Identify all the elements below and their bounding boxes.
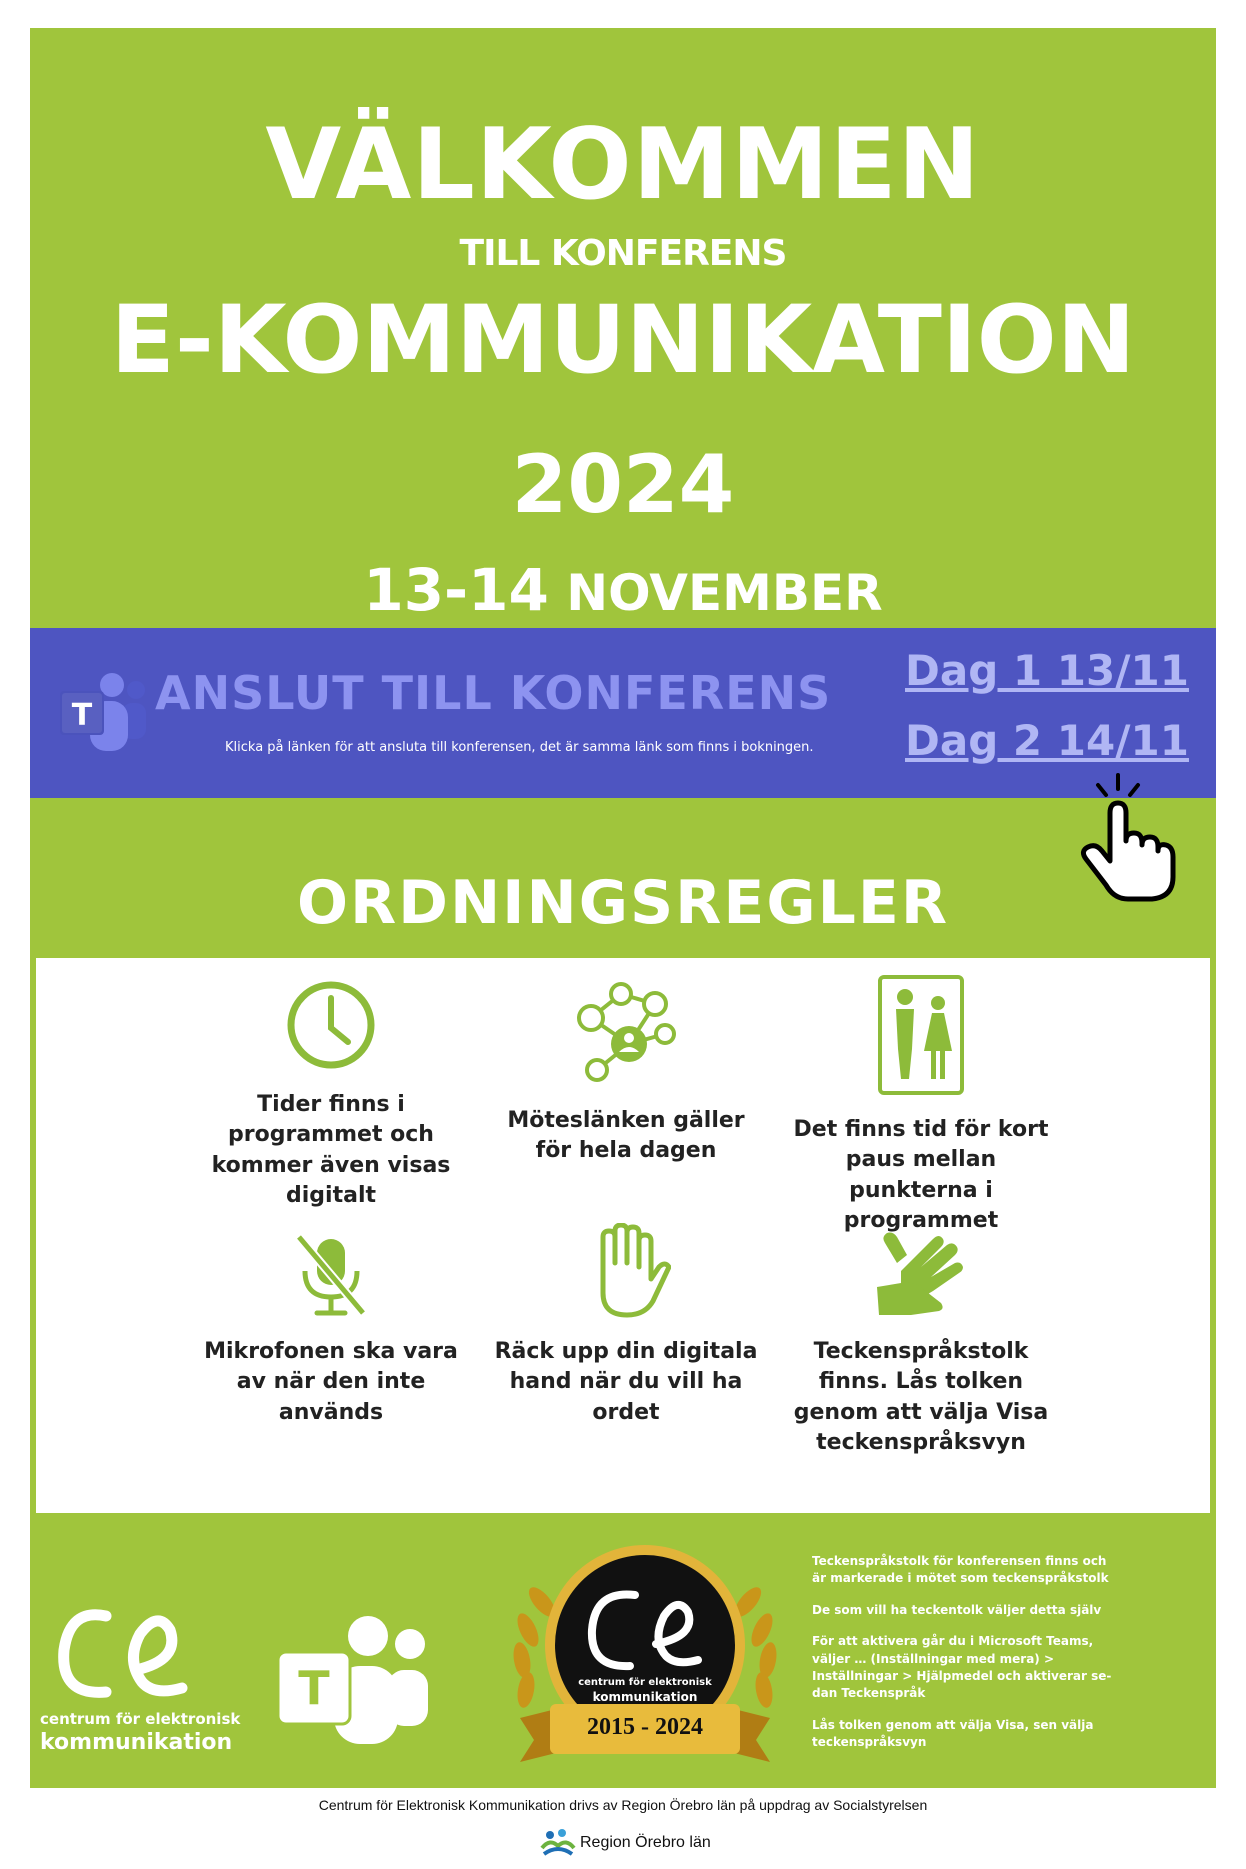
info-line: Teckenspråkstolk för konferensen finns och är markerade i mötet som teckenspråkstolk: [812, 1554, 1109, 1586]
region-people-icon: [540, 1828, 576, 1858]
raised-hand-icon: [581, 1223, 671, 1319]
svg-text:T: T: [71, 698, 93, 733]
brand-line-2: kommunikation: [40, 1730, 233, 1755]
date-range: 13-14: [363, 556, 549, 624]
rule-times: [191, 978, 471, 1211]
rules-panel: [36, 958, 1210, 1513]
funding-note: Centrum för Elektronisk Kommunikation drivs av Region Örebro län på uppdrag av Socialstyrelsen: [318, 1797, 928, 1813]
rule-text: Räck upp din digitala hand när du vill ha ordet: [494, 1339, 758, 1425]
rule-meeting-link: [486, 978, 766, 1167]
badge-years: 2015 - 2024: [587, 1714, 703, 1740]
join-conference-heading: ANSLUT TILL KONFERENS: [155, 666, 832, 720]
rule-text: Möteslänken gäller för hela dagen: [507, 1108, 745, 1164]
info-line: De som vill ha teckentolk väljer detta själv: [812, 1602, 1102, 1617]
rules-title: ORDNINGSREGLER: [296, 868, 950, 938]
info-line: Lås tolken genom att välja Visa, sen välja teckenspråksvyn: [812, 1717, 1094, 1750]
teams-icon-large: [270, 1608, 435, 1748]
date-month: NOVEMBER: [566, 564, 883, 622]
laurel-badge-graphic: [500, 1540, 790, 1790]
restroom-icon: [876, 973, 966, 1097]
join-hint: Klicka på länken för att ansluta till konferensen, det är samma länk som finns i bokningen.: [225, 740, 814, 755]
network-icon: [571, 978, 681, 1088]
badge-label-1: centrum för elektronisk: [578, 1677, 712, 1688]
welcome-heading: VÄLKOMMEN: [265, 108, 981, 222]
microphone-muted-icon: [291, 1233, 371, 1319]
rule-text: Teckenspråkstolk finns. Lås tolken genom att välja Visa teckenspråksvyn: [793, 1339, 1049, 1456]
conference-title: E-KOMMUNIKATION: [110, 286, 1136, 395]
brand-line-1: centrum för elektronisk: [40, 1710, 241, 1728]
day1-link[interactable]: Dag 1 13/11: [905, 646, 1189, 695]
info-line: För att aktivera går du i Microsoft Teams, väljer … (Inställningar med mera) > Inställningar > Hjälpmedel och aktiverar se-dan Teckenspråk: [812, 1634, 1112, 1701]
rule-text: Det finns tid för kort paus mellan punkterna i programmet: [793, 1117, 1049, 1234]
poster: [30, 28, 1216, 1788]
rule-sign-language: [781, 1223, 1061, 1458]
rule-text: Mikrofonen ska vara av när den inte används: [204, 1339, 458, 1425]
badge-label-2: kommunikation: [592, 1690, 698, 1704]
clock-icon: [284, 978, 378, 1072]
subtitle: TILL KONFERENS: [459, 233, 787, 274]
teams-icon: [50, 663, 150, 763]
ce-logo: [50, 1600, 190, 1710]
region-name: Region Örebro län: [580, 1834, 711, 1851]
day2-link[interactable]: Dag 2 14/11: [905, 716, 1189, 765]
rule-raise-hand: [486, 1223, 766, 1428]
sign-language-icon: [871, 1223, 971, 1319]
anniversary-badge: [500, 1540, 790, 1790]
svg-text:T: T: [298, 1661, 330, 1715]
rule-breaks: [781, 973, 1061, 1236]
conference-year: 2024: [511, 438, 735, 531]
sign-language-info: [812, 1553, 1112, 1766]
rule-text: Tider finns i programmet och kommer även visas digitalt: [211, 1092, 451, 1209]
join-banner: [30, 628, 1216, 798]
conference-dates: [30, 556, 1216, 624]
rule-microphone: [191, 1233, 471, 1428]
